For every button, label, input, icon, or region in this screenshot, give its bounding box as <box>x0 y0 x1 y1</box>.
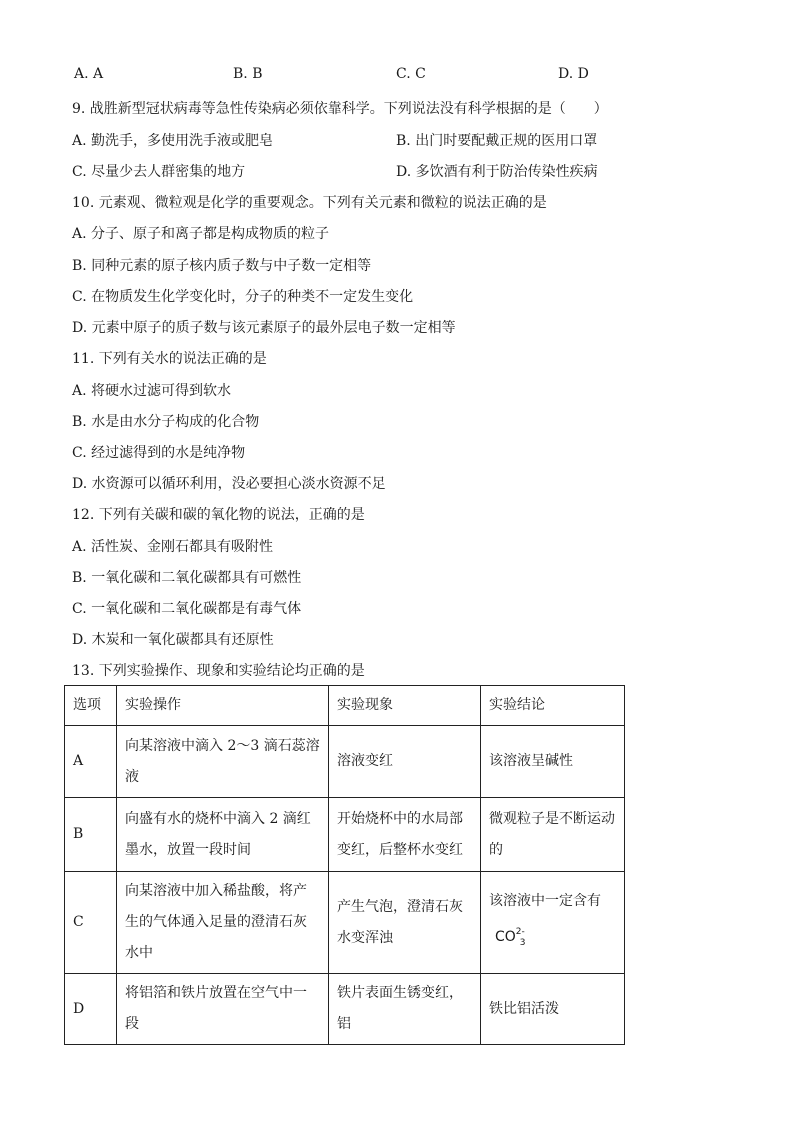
q8-option-d: D. D <box>558 66 589 82</box>
experiment-table <box>64 685 625 1045</box>
carbonate-ion: $CO^{2-}_3$ <box>495 927 526 948</box>
row-phenomenon: 铁片表面生锈变红，铝 <box>329 974 481 1045</box>
row-option: C <box>65 872 117 974</box>
q10-option-b: B. 同种元素的原子核内质子数与中子数一定相等 <box>72 258 372 274</box>
table-row <box>65 872 625 974</box>
q9-stem: 9. 战胜新型冠状病毒等急性传染病必须依靠科学。下列说法没有科学根据的是（ ） <box>72 101 608 117</box>
row-option: A <box>65 726 117 798</box>
q8-option-a: A. A <box>74 66 104 82</box>
q8-option-b: B. B <box>233 66 263 82</box>
row-option: D <box>65 974 117 1045</box>
row-operation: 向某溶液中加入稀盐酸，将产生的气体通入足量的澄清石灰水中 <box>117 872 329 974</box>
q12-option-b: B. 一氧化碳和二氧化碳都具有可燃性 <box>72 570 302 586</box>
q13-stem: 13. 下列实验操作、现象和实验结论均正确的是 <box>72 663 365 679</box>
q9-option-a: A. 勤洗手，多使用洗手液或肥皂 <box>72 133 274 149</box>
row-operation: 将铝箔和铁片放置在空气中一段 <box>117 974 329 1045</box>
row-conclusion <box>481 872 625 974</box>
table-header-row <box>65 686 625 726</box>
header-operation: 实验操作 <box>117 686 329 726</box>
row-phenomenon: 溶液变红 <box>329 726 481 798</box>
q12-option-c: C. 一氧化碳和二氧化碳都是有毒气体 <box>72 601 302 617</box>
q10-option-c: C. 在物质发生化学变化时，分子的种类不一定发生变化 <box>72 289 414 305</box>
q9-option-d: D. 多饮酒有利于防治传染性疾病 <box>396 164 598 180</box>
row-operation: 向某溶液中滴入 2～3 滴石蕊溶液 <box>117 726 329 798</box>
table-row <box>65 974 625 1045</box>
row-option: B <box>65 798 117 872</box>
q9-option-b: B. 出门时要配戴正规的医用口罩 <box>396 133 598 149</box>
q8-option-c: C. C <box>396 66 426 82</box>
q11-stem: 11. 下列有关水的说法正确的是 <box>72 351 267 367</box>
q12-option-d: D. 木炭和一氧化碳都具有还原性 <box>72 632 274 648</box>
row-phenomenon: 产生气泡，澄清石灰水变浑浊 <box>329 872 481 974</box>
table-row <box>65 798 625 872</box>
q11-option-c: C. 经过滤得到的水是纯净物 <box>72 445 246 461</box>
row-conclusion: 微观粒子是不断运动的 <box>481 798 625 872</box>
q11-option-a: A. 将硬水过滤可得到软水 <box>72 383 232 399</box>
row-conclusion: 铁比铝活泼 <box>481 974 625 1045</box>
row-phenomenon: 开始烧杯中的水局部变红，后整杯水变红 <box>329 798 481 872</box>
row-conclusion: 该溶液呈碱性 <box>481 726 625 798</box>
q11-option-d: D. 水资源可以循环利用，没必要担心淡水资源不足 <box>72 476 386 492</box>
q12-option-a: A. 活性炭、金刚石都具有吸附性 <box>72 539 274 555</box>
q12-stem: 12. 下列有关碳和碳的氧化物的说法，正确的是 <box>72 507 365 523</box>
conclusion-text: 该溶液中一定含有 <box>489 893 601 909</box>
header-option: 选项 <box>65 686 117 726</box>
q11-option-b: B. 水是由水分子构成的化合物 <box>72 414 260 430</box>
q10-option-d: D. 元素中原子的质子数与该元素原子的最外层电子数一定相等 <box>72 320 456 336</box>
table-row <box>65 726 625 798</box>
row-operation: 向盛有水的烧杯中滴入 2 滴红墨水，放置一段时间 <box>117 798 329 872</box>
q9-option-c: C. 尽量少去人群密集的地方 <box>72 164 246 180</box>
header-conclusion: 实验结论 <box>481 686 625 726</box>
q10-stem: 10. 元素观、微粒观是化学的重要观念。下列有关元素和微粒的说法正确的是 <box>72 195 547 211</box>
q10-option-a: A. 分子、原子和离子都是构成物质的粒子 <box>72 226 330 242</box>
header-phenomenon: 实验现象 <box>329 686 481 726</box>
